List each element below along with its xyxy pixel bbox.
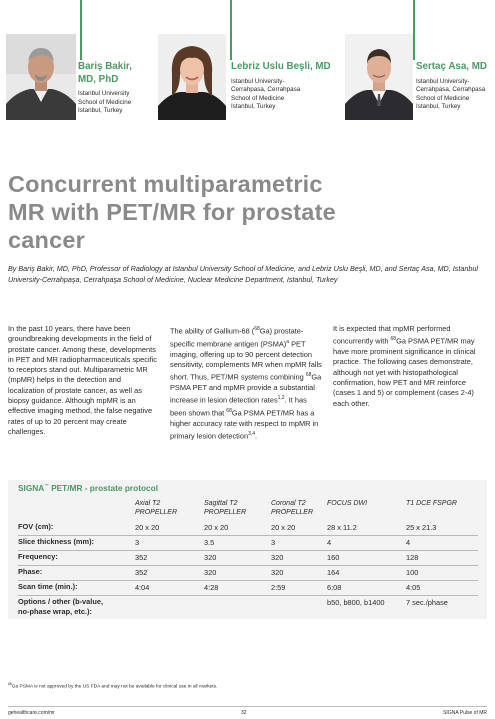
author-photo-asa [345,34,413,120]
superscript: 68 [226,407,232,414]
publication-name: SIGNA Pulse of MR [443,710,487,716]
table-cell: 3.5 [204,538,215,547]
affiliation-line: Istanbul University [78,90,130,97]
label-line: Options / other (b-value, [18,597,103,606]
row-divider [18,550,478,551]
author-name-line: MD, PhD [78,73,119,85]
column-header [327,499,367,508]
author-name [416,61,487,74]
table-cell: 20 x 20 [135,523,160,532]
affiliation-line: Cerrahpasa, Cerrahpasa [231,86,301,94]
affiliation-line: Istanbul University- [231,77,285,85]
superscript: 3,4 [248,431,256,438]
text-run: . [255,431,258,441]
table-cell: 28 x 11.2 [327,523,357,532]
table-cell: 352 [135,553,148,562]
row-divider [18,595,478,596]
table-cell: 2:59 [271,583,286,592]
table-cell: 320 [271,553,284,562]
text-run: PET imaging, offering up to 90 percent detection sensitivity, complements MR when mpMR falls short. Thus, PET/MR systems combining [170,339,322,382]
row-label [18,597,103,617]
table-cell: 20 x 20 [271,523,296,532]
page-number: 32 [241,710,247,716]
affiliation-line: School of Medicine [416,94,470,102]
author-name [78,61,132,86]
author-affiliation [78,90,132,116]
text-run: . It has been shown that [170,395,307,418]
column-header [204,499,246,517]
article-title: Concurrent multiparametric MR with PET/MR for prostate cancer [8,171,336,253]
table-cell: 320 [204,553,217,562]
text-run: It is expected that mpMR performed concurrently with [333,324,451,346]
table-cell: 4 [406,538,411,547]
table-cell: 352 [135,568,148,577]
footer-url[interactable]: gehealthcare.com/mr [8,710,55,716]
author-name [231,61,331,74]
body-paragraph [170,324,322,442]
row-divider [18,580,478,581]
footnote-text: Ga PSMA is not approved by the US FDA and may not be available for clinical use in all markets. [11,684,218,690]
table-cell: 128 [406,553,419,562]
superscript: 68 [390,336,397,343]
row-label: FOV (cm): [18,522,54,531]
table-cell: 3 [271,538,276,547]
column-header [271,499,313,517]
author-affiliation [416,78,487,112]
text-run: Ga) prostate-specific membrane antigen (PSMA) [170,326,304,349]
author-bakir [78,61,132,116]
protocol-title [18,483,158,493]
author-name-line: Sertaç Asa, MD [416,61,487,72]
header-line: FOCUS DWI [327,500,368,507]
affiliation-line: Istanbul, Turkey [78,107,123,115]
table-cell: 25 x 21.3 [406,523,437,532]
author-photo-besli [158,34,226,120]
row-label: Frequency: [18,552,58,561]
body-paragraph: In the past 10 years, there have been groundbreaking developments in the field of prostate cancer. Among these, developments in PET and MR radiopharmaceuticals specific to receptors stand out. Multiparametric MR (mpMR) helps in the detection and localization of prostate cancer, as well as biopsy guidance. Although mpMR is an effective imaging method, the false negative rates of up to 20 percent may create challenges. [8,324,157,436]
footnote [8,682,217,690]
author-divider-2 [230,0,232,60]
table-cell: 3 [135,538,140,547]
header-line: Axial T2 [135,500,161,507]
author-divider-1 [80,0,82,60]
table-cell: 4:04 [135,583,150,592]
author-affiliation [231,78,331,112]
row-label: Slice thickness (mm): [18,537,94,546]
table-cell: 6:08 [327,583,342,592]
protocol-table [8,480,487,619]
header-line: PROPELLER [135,509,178,516]
author-divider-3 [413,0,415,60]
header-line: Sagittal T2 [204,500,238,507]
table-cell: 320 [204,568,217,577]
footer-divider [8,706,487,707]
label-line: no-phase wrap, etc.): [18,607,92,616]
superscript: 68 [254,326,260,332]
affiliation-line: Cerrahpasa, Cerrahpasa [416,86,486,94]
table-cell: 20 x 20 [204,523,229,532]
table-cell: 320 [271,568,284,577]
row-divider [18,535,478,536]
header-line: Coronal T2 [271,500,306,507]
article-byline: By Bariş Bakir, MD, PhD, Professor of Radiology at Istanbul University School of Medicine, and Lebriz Uslu Beşli, MD, and Sertaç Asa, MD, Istanbul University-Cerrahpaşa, Cerrahpaşa School of Medicine, Nuclear Medicine Department, Istanbul, Turkey [8,264,478,285]
text-run: SIGNA [18,483,45,493]
text-run: Ga PSMA PET/MR may have more prominent significance in clinical practice. The following cases demonstrate, although not yet with histopathological confirmation, how PET and MR reinforce (cases 1 and 5) or complement (cases 2-4) each other. [333,336,476,408]
table-cell: 7 sec./phase [406,598,448,607]
text-run: Ga PSMA PET and mpMR provide a substantial increase in lesion detection rates [170,372,322,405]
column-header [135,499,177,517]
text-run: The ability of Gallium-68 ( [170,326,255,336]
affiliation-line: School of Medicine [78,98,132,106]
superscript: 1,2 [277,395,285,402]
header-line: PROPELLER [204,509,247,516]
row-divider [18,565,478,566]
body-column-3 [333,324,485,409]
body-paragraph [333,324,485,409]
author-besli [231,61,331,112]
superscript: a [286,338,290,345]
author-name-line: Bariş Bakir, [78,61,132,72]
text-run: PET/MR - prostate protocol [48,483,159,493]
table-cell: 4:05 [406,583,421,592]
body-column-2 [170,324,322,442]
table-cell: 4:28 [204,583,219,592]
affiliation-line: Istanbul, Turkey [416,103,461,111]
header-line: T1 DCE FSPGR [406,500,457,507]
text-run: Ga PSMA PET/MR has a higher accuracy rate with respect to mpMR in primary lesion detection [170,408,319,441]
superscript: 68 [8,682,12,686]
superscript: ™ [44,483,49,489]
superscript: 68 [305,372,312,379]
affiliation-line: Istanbul University- [416,77,470,85]
table-cell: 100 [406,568,419,577]
column-header [406,499,457,508]
author-asa [416,61,487,112]
affiliation-line: School of Medicine [231,94,285,102]
author-photo-bakir [6,34,76,120]
row-label: Phase: [18,567,43,576]
table-cell: 164 [327,568,340,577]
table-cell: 4 [327,538,332,547]
table-cell: b50, b800, b1400 [327,598,385,607]
header-line: PROPELLER [271,509,314,516]
body-column-1 [8,324,158,437]
affiliation-line: Istanbul, Turkey [231,103,276,111]
author-name-line: Lebriz Uslu Beşli, MD [231,61,331,72]
row-label: Scan time (min.): [18,582,78,591]
table-cell: 160 [327,553,340,562]
